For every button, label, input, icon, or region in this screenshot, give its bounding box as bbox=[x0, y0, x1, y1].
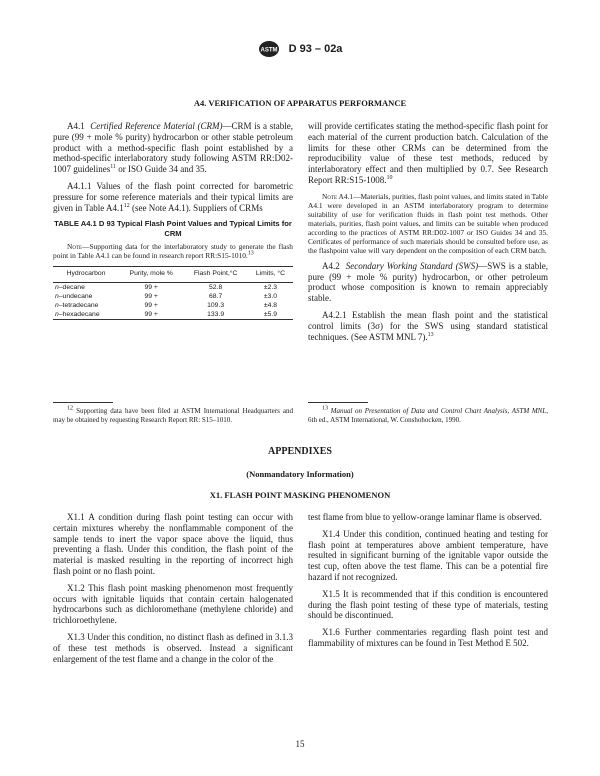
hydrocarbon-cell: n–decane bbox=[55, 283, 85, 291]
purity-cell: 99 + bbox=[144, 292, 158, 300]
limit-cell: ±3.0 bbox=[263, 292, 278, 300]
footnote-left bbox=[53, 402, 293, 430]
paragraph-a4-1-cont: will provide certificates stating the method-specific flash point for each material of the current production batch. Calculation of the limits for these other CRMs can be determined from the reproducibility value of these test methods, reduced by interlaboratory effect and then multiplied by 0.7. See Research Report RR:S15-1008.10 bbox=[308, 121, 548, 185]
paragraph-x1-5: X1.5 It is recommended that if this condition is encountered during the flash point testing of these type of materials, testing should be discontinued. bbox=[308, 588, 548, 621]
svg-text:ASTM: ASTM bbox=[260, 47, 278, 54]
footnote-divider bbox=[308, 402, 368, 403]
hydrocarbon-cell: n–hexadecane bbox=[53, 310, 119, 320]
purity-cell: 99 + bbox=[119, 310, 183, 320]
paragraph-x1-6: X1.6 Further commentaries regarding flash point test and flammability of mixtures can be found in Test Method E 502. bbox=[308, 627, 548, 648]
footnote-13: $^{13}$ Manual on Presentation of Data and Control Chart Analysis, ASTM MNL, 6th ed., ASTM International, W. Conshohocken, 1990. bbox=[308, 405, 548, 424]
column-header: Limits, °C bbox=[248, 267, 293, 283]
footnote-right bbox=[308, 402, 548, 430]
table-row bbox=[53, 310, 293, 320]
limit-cell: ±5.9 bbox=[248, 310, 293, 320]
paragraph-x1-2: X1.2 This flash point masking phenomenon most frequently occurs with ignitable liquids that contain certain halogenated hydrocarbons such as dichloromethane (methylene chloride) and trichloroethylene. bbox=[53, 582, 293, 626]
paragraph-a4-1-1: A4.1.1 Values of the flash point corrected for barometric pressure for some reference materials and their typical limits are given in Table $A4.1^{12}$ (see Note A4.1). Suppliers of CRMs bbox=[53, 180, 293, 213]
annex-section-title: A4. VERIFICATION OF APPARATUS PERFORMANCE bbox=[193, 98, 407, 108]
astm-logo-icon bbox=[258, 40, 280, 58]
flash-point-cell: 52.8 bbox=[209, 283, 223, 291]
page-number: 15 bbox=[295, 739, 305, 749]
note-a4-1: Note A4.1—Materials, purities, flash point values, and limits stated in Table A4.1 were developed in an ASTM interlaboratory program to determine suitability of use for verification fluids in flash point test methods. Other materials, purities, flash point values, and limits can be suitable when produced according to the practices of ASTM RR:D02-1007 or ISO Guides 34 and 35. Certificates of performance of such materials should be consulted before use, as the flashpoint value will vary dependent on the composition of each CRM batch. bbox=[308, 191, 548, 255]
table-row bbox=[53, 292, 293, 301]
flash-point-cell: 109.3 bbox=[207, 301, 225, 309]
hydrocarbon-cell: n–undecane bbox=[55, 292, 93, 300]
annex-right-column bbox=[308, 121, 548, 348]
crm-table bbox=[53, 266, 293, 320]
column-header: Flash Point,°C bbox=[183, 267, 248, 283]
hydrocarbon-cell: n–tetradecane bbox=[55, 301, 99, 309]
flash-point-cell: 133.9 bbox=[183, 310, 248, 320]
flash-point-cell: 68.7 bbox=[209, 292, 223, 300]
table-row bbox=[53, 283, 293, 293]
page-header bbox=[0, 40, 600, 58]
paragraph-x1-4: X1.4 Under this condition, continued heating and testing for flash point at temperatures above ambient temperature, have resulted in significant burning of the ignitable vapor outside the test cup, often above the test flame. This can be a potential fire hazard if not recognized. bbox=[308, 528, 548, 582]
appendix-left-column bbox=[53, 512, 293, 670]
footnote-divider bbox=[53, 402, 113, 403]
appendix-right-column bbox=[308, 512, 548, 655]
paragraph-a4-1: A4.1 Certified Reference Material (CRM)—CRM is a stable, pure (99 + mole % purity) hydrocarbon or other stable petroleum product with a method-specific flash point established by a method-specific interlaboratory study following ASTM RR:D02-1007 guidelines$^{11}$ or ISO Guide 34 and 35. bbox=[53, 121, 293, 175]
column-header: Purity, mole % bbox=[119, 267, 183, 283]
paragraph-x1-3-cont: test flame from blue to yellow-orange laminar flame is observed. bbox=[308, 512, 542, 522]
appendix-section-title: X1. FLASH POINT MASKING PHENOMENON bbox=[209, 490, 391, 500]
appendixes-subtitle: (Nonmandatory Information) bbox=[246, 469, 354, 479]
table-row bbox=[53, 301, 293, 310]
limit-cell: ±4.8 bbox=[263, 301, 278, 309]
limit-cell: ±2.3 bbox=[263, 283, 278, 291]
column-header: Hydrocarbon bbox=[53, 267, 119, 283]
table-note: Note—Supporting data for the interlaboratory study to generate the flash point in Table A4.1 can be found in research report RR:S15-1010.13 bbox=[53, 242, 293, 261]
paragraph-a4-2-1: A4.2.1 Establish the mean flash point and the statistical control limits (3σ) for the SWS using standard statistical techniques. (See ASTM MNL 7).$^{13}$ bbox=[308, 309, 548, 342]
purity-cell: 99 + bbox=[144, 301, 158, 309]
annex-left-column bbox=[53, 121, 293, 320]
paragraph-x1-1: X1.1 A condition during flash point testing can occur with certain mixtures whereby the nonflammable component of the sample tends to inert the vapor space above the liquid, thus preventing a flash. Under this condition, the flash point of the material is masked resulting in the reporting of incorrect high flash point or no flash point. bbox=[53, 512, 293, 576]
table-header-row bbox=[53, 267, 293, 283]
purity-cell: 99 + bbox=[144, 283, 158, 291]
paragraph-a4-2: A4.2 Secondary Working Standard (SWS)—SWS is a stable, pure (99 + mole % purity) hydrocarbon, or other petroleum product whose composition is known to remain appreciably stable. bbox=[308, 260, 548, 304]
table-title: TABLE A4.1 D 93 Typical Flash Point Values and Typical Limits for CRM bbox=[54, 219, 292, 238]
standard-designation: D 93 – 02a bbox=[288, 43, 343, 55]
footnote-12: $^{12}$ Supporting data have been filed at ASTM International Headquarters and may be obtained by requesting Research Report RR: S15–1010. bbox=[53, 405, 294, 424]
appendixes-title: APPENDIXES bbox=[268, 446, 332, 457]
paragraph-x1-3: X1.3 Under this condition, no distinct flash as defined in 3.1.3 of these test methods is observed. Instead a significant enlargement of the test flame and a change in the color of the bbox=[53, 631, 293, 664]
